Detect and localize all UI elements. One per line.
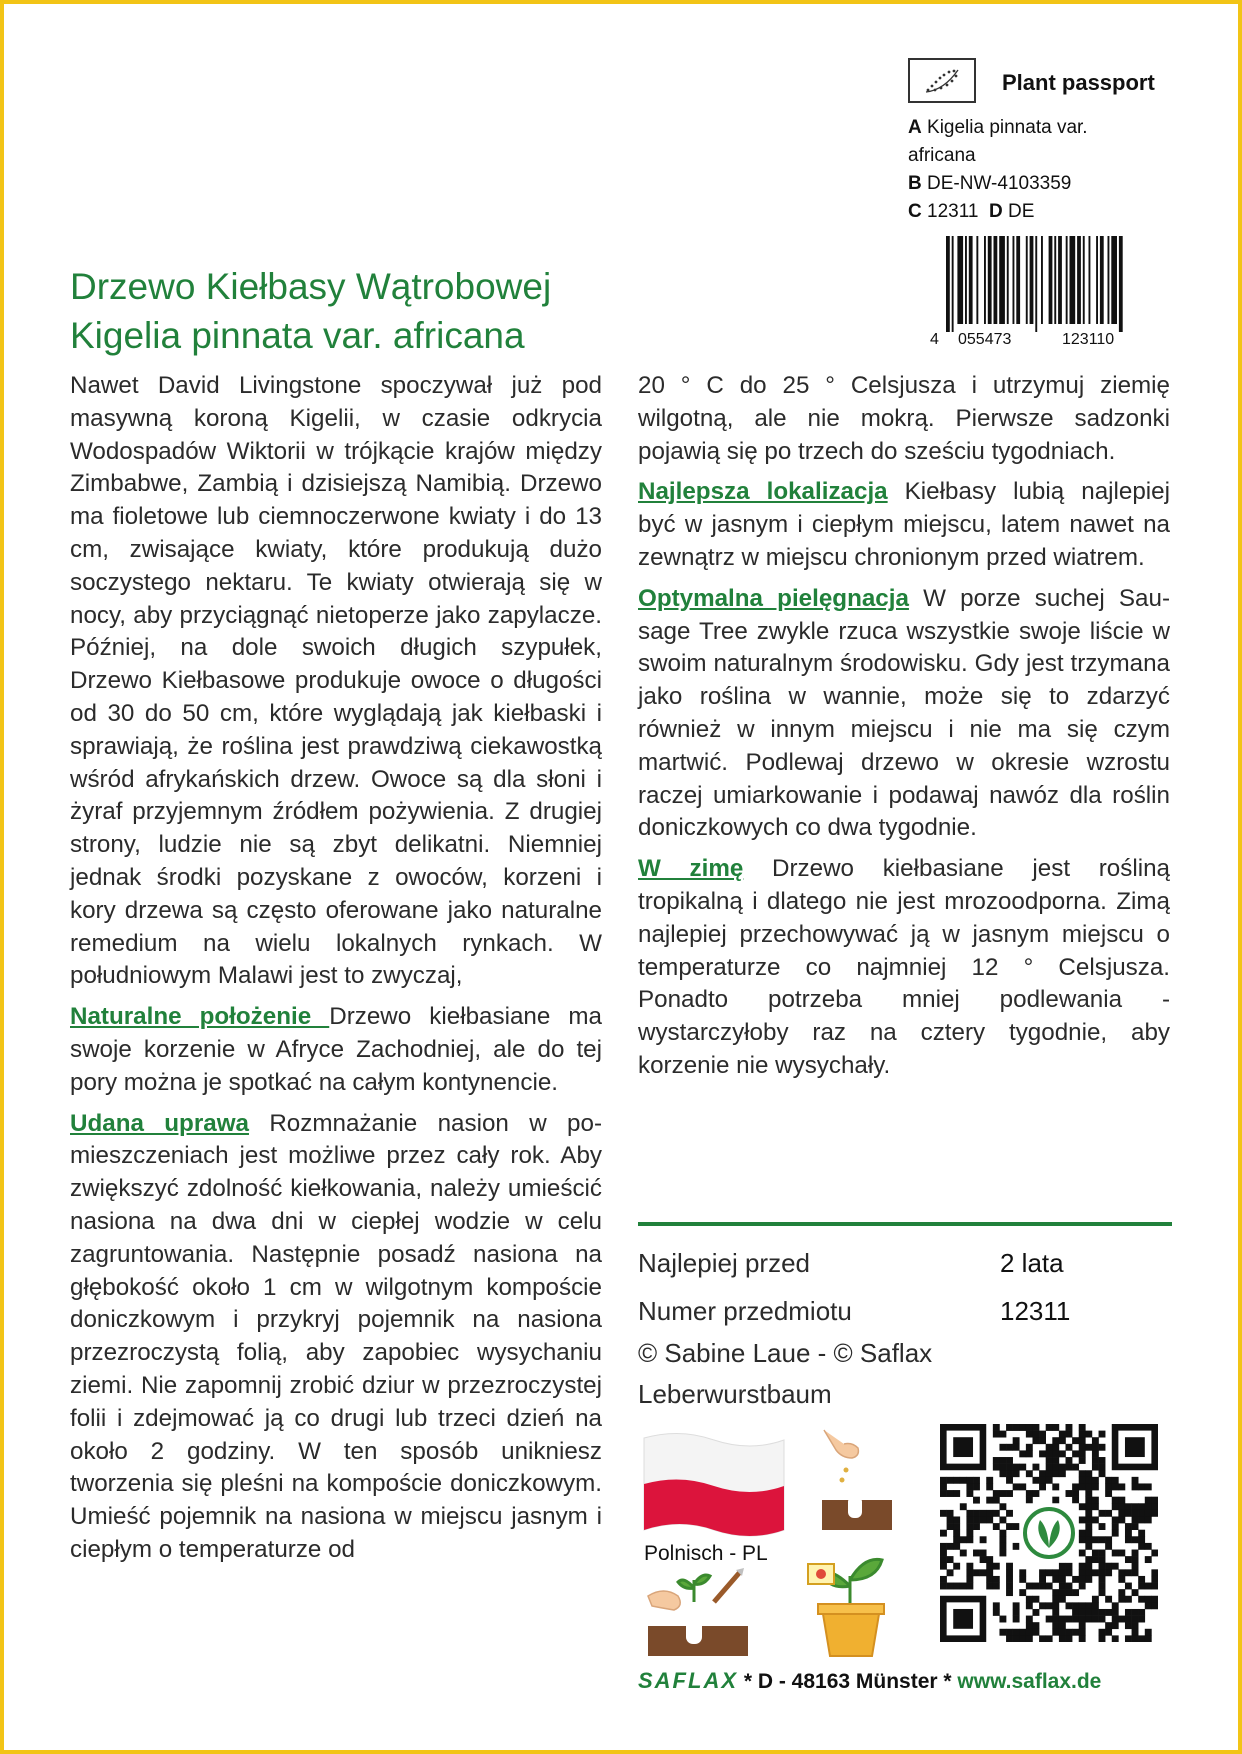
barcode-bar xyxy=(1119,236,1123,332)
barcode-bar xyxy=(1070,236,1076,324)
hand-sowing-seeds-icon xyxy=(812,1428,896,1532)
qr-code-icon xyxy=(940,1424,1158,1642)
german-name: Leberwurstbaum xyxy=(638,1379,832,1409)
winter-paragraph: W zimę Drzewo kiełbasiane jest rośliną tropikalną i dlatego nie jest mrozoodporna. Zimą najlepiej przechowywać ją w jasnym miejscu o temperaturze co najmniej 12 ° Celsjusza. Ponadto potrzeba mniej podlewania - wystarczyłoby raz na cztery tygodnie, aby korzenie nie wysychały. xyxy=(638,855,1171,1079)
item-number-value: 12311 xyxy=(1000,1296,1071,1326)
best-before-value: 2 lata xyxy=(1000,1248,1064,1278)
barcode-bar xyxy=(1007,236,1009,324)
care-paragraph: Optymalna pielęgnacja W porze suchej Sausage Tree zwykle rzuca wszystkie swoje liście w swoim naturalnym środowisku. Gdy jest trzymana jako roślina w wannie, może się to zdarzyć również w innym miejscu i nie ma się czym martwić. Podlewaj drzewo w okresie wzrostu raczej umiarkowanie i podawaj nawóz dla roślin doniczkowych co dwa tygodnie. xyxy=(638,584,1171,842)
barcode-digits-2: 055473 xyxy=(958,331,1012,346)
description-left-column xyxy=(70,370,602,1575)
barcode-bar xyxy=(1096,236,1098,324)
plant-passport-title: Plant passport xyxy=(1002,70,1155,95)
barcode-bar xyxy=(1077,236,1081,324)
barcode-bar xyxy=(1041,236,1043,324)
natural-location-paragraph: Naturalne położenie Drzewo kiełbasiane ma swoje korzenie w Afryce Zachodniej, ale do tej pory można je spotkać na całym kontynencie. xyxy=(70,1003,602,1096)
barcode-bar xyxy=(994,236,998,324)
barcode-bar xyxy=(1030,236,1034,324)
saflax-brand: SAFLAX xyxy=(638,1668,738,1693)
barcode-bar xyxy=(976,236,978,324)
footer-address: * D - 48163 Münster * xyxy=(738,1670,958,1693)
footer xyxy=(638,1668,1101,1694)
barcode-digits-3: 123110 xyxy=(1062,331,1115,346)
product-title: Drzewo Kiełbasy Wątrobowej xyxy=(70,266,552,307)
location-paragraph: Najlepsza lokalizacja Kiełbasy lubią najlepiej być w jasnym i ciepłym miejscu, latem nawet na zewnątrz w miejscu chronionym przed wiatrem. xyxy=(638,478,1170,571)
barcode xyxy=(930,236,1172,346)
website-link[interactable]: www.saflax.de xyxy=(957,1670,1102,1693)
barcode-bar xyxy=(1089,236,1091,324)
barcode-bar xyxy=(1016,236,1020,324)
barcode-bar xyxy=(999,236,1005,324)
intro-paragraph: Nawet David Livingstone spoczywał już pod masywną koroną Kigelii, w czasie odkrycia Wodospadów Wiktorii w trójkącie krajów między Zimbabwe, Zambią i dzisiejszą Namibią. Drzewo ma fioletowe lub ciemnoczerwone kwiaty i do 13 cm, zwisające kwiaty, które produkują dużo soczystego nektaru. Te kwiaty otwierają się w nocy, aby przyciągnąć nietoperze jako zapylacze. Później, na dole swoich długich szypułek, Drzewo Kiełbasowe produkuje owoce o długości od 30 do 50 cm, które wyglądają jak kiełbaski i sprawiają, że roślina jest prawdziwą ciekawostką wśród afrykańskich drzew. Owoce są dla słoni i żyraf przyjemnym źródłem pożywienia. Z drugiej strony, ludzie nie są zbyt delikatni. Niemniej jednak środki pozyskane z owoców, korzeni i kory drzewa są często oferowane jako naturalne remedium na wielu lokalnych rynkach. W południowym Malawi jest to zwyczaj, xyxy=(70,372,602,990)
barcode-bar xyxy=(1054,236,1056,324)
plant-passport-details: A Kigelia pinnata var. africana B DE-NW-4103359 C 12311 D DE xyxy=(908,117,1088,222)
cultivation-paragraph: Udana uprawa Rozmnażanie nasion w pomieszczeniach jest możliwe przez cały rok. Aby zwiększyć zdolność kiełkowania, należy umieścić nasiona na dwa dni w ciepłej wodzie w celu zagruntowania. Następnie posadź nasiona na głębokość około 1 cm w wilgotnym kompoście doniczkowym i przykryj pojemnik na nasiona przezroczystą folią, aby zapobiec wysychaniu ziemi. Nie zapomnij zrobić dziur w przezroczystej folii i zdejmować ją co drugi lub trzeci dzień na około 2 godziny. W ten sposób unikniesz tworzenia się pleśni na kompoście doniczkowym. Umieść pojemnik na nasiona w miejscu jasnym i ciepłym o temperaturze od xyxy=(70,1109,602,1563)
location-heading: Najlepsza lokalizacja xyxy=(638,478,888,506)
natural-location-heading: Naturalne położenie xyxy=(70,1003,330,1031)
barcode-bar xyxy=(1049,236,1053,324)
hands-planting-seedling-icon xyxy=(644,1566,752,1658)
language-label: Polnisch - PL xyxy=(644,1542,768,1565)
barcode-bar xyxy=(1026,236,1028,324)
copyright: © Sabine Laue - © Saflax xyxy=(638,1338,933,1368)
winter-heading: W zimę xyxy=(638,855,744,883)
barcode-bar xyxy=(1066,236,1068,324)
barcode-bar xyxy=(1100,236,1104,324)
poland-flag-icon xyxy=(640,1430,788,1542)
barcode-bar xyxy=(969,236,973,324)
product-latin-name: Kigelia pinnata var. africana xyxy=(70,315,525,356)
divider xyxy=(638,1222,1172,1226)
seedling-in-pot-icon xyxy=(802,1546,898,1658)
barcode-bar xyxy=(1035,236,1037,332)
barcode-bar xyxy=(984,236,986,324)
best-before-label: Najlepiej przed xyxy=(638,1248,810,1278)
barcode-bar xyxy=(1108,236,1110,324)
barcode-bar xyxy=(965,236,967,324)
barcode-bar xyxy=(1013,236,1015,324)
eu-organic-leaf-icon xyxy=(908,58,976,103)
cultivation-heading: Udana uprawa xyxy=(70,1109,249,1137)
barcode-bar xyxy=(952,236,954,332)
barcode-bar xyxy=(957,236,963,324)
cultivation-continued-paragraph: 20 ° C do 25 ° Celsjusza i utrzymuj ziemię wilgotną, ale nie mokrą. Pierwsze sadzonki pojawią się po trzech do sześciu tygodniach. xyxy=(638,372,1170,465)
barcode-bar xyxy=(1111,236,1117,324)
barcode-digit-1: 4 xyxy=(930,331,939,346)
barcode-bar xyxy=(946,236,950,332)
item-number-label: Numer przedmiotu xyxy=(638,1296,852,1326)
barcode-bar xyxy=(988,236,992,324)
barcode-bar xyxy=(1083,236,1085,324)
description-right-column xyxy=(638,370,1170,1091)
care-heading: Optymalna pielęgnacja xyxy=(638,584,909,612)
barcode-bar xyxy=(1058,236,1062,324)
